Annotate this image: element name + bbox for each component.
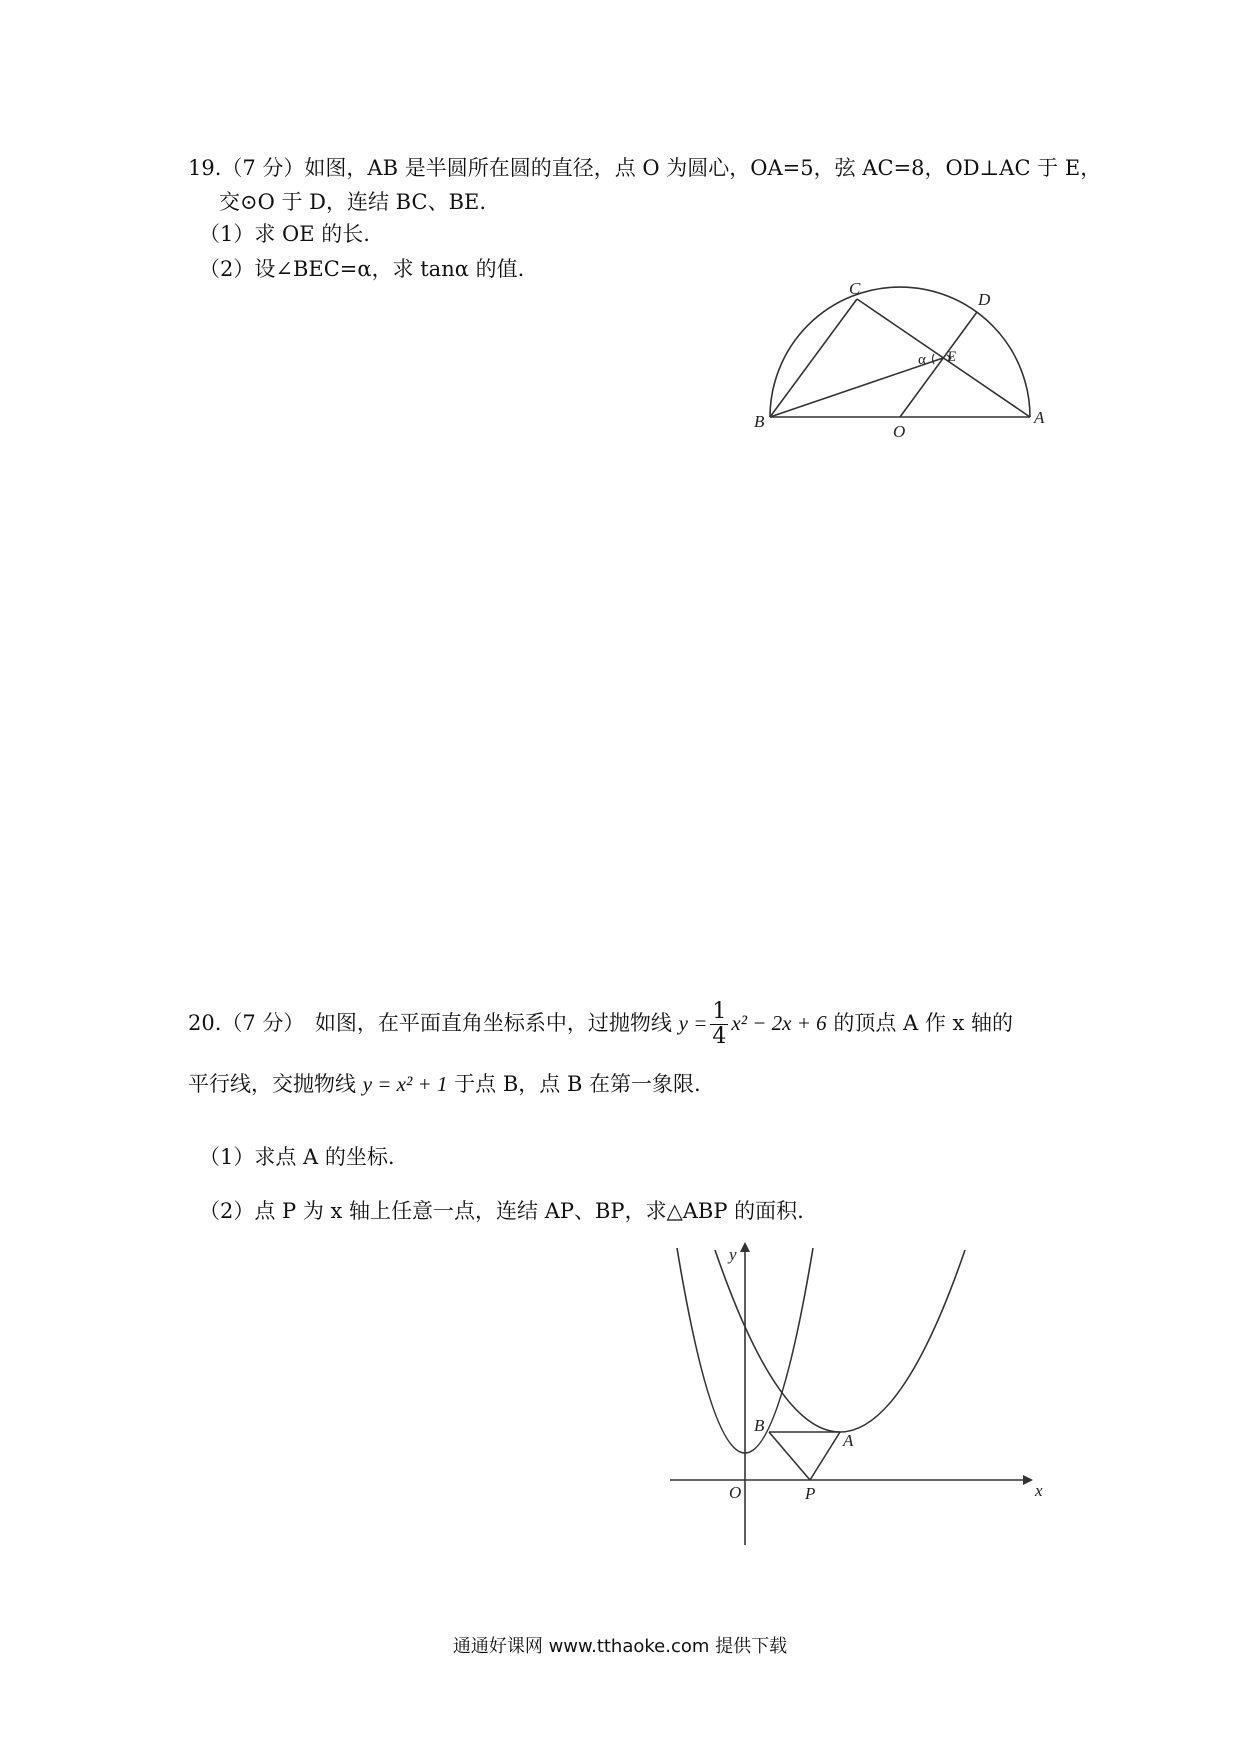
angle-alpha-arc — [932, 354, 934, 364]
eq1-fraction — [710, 1000, 728, 1049]
eq1-lhs: y = — [678, 1011, 708, 1035]
label-y: y — [729, 1245, 737, 1264]
eq1-rest: x² − 2x + 6 — [731, 1011, 827, 1035]
q20-heading-prefix: 20.（7 分） 如图，在平面直角坐标系中，过抛物线 — [188, 1011, 672, 1035]
label-p: P — [805, 1484, 816, 1503]
label-e: E — [947, 349, 957, 365]
q20-cont-prefix: 平行线，交抛物线 — [188, 1072, 356, 1096]
q19-heading: 19.（7 分）如图，AB 是半圆所在圆的直径，点 O 为圆心，OA=5，弦 AC=8，OD⊥AC 于 E， — [188, 156, 1102, 180]
q20-heading-continued — [188, 1070, 701, 1098]
eq2: y = x² + 1 — [362, 1072, 448, 1096]
q19-part-2: （2）设∠BEC=α，求 tanα 的值. — [199, 257, 525, 281]
x-axis-arrow — [1023, 1475, 1033, 1485]
eq1-denominator: 4 — [712, 1024, 727, 1049]
semicircle-arc — [770, 287, 1030, 417]
q20-heading — [188, 1000, 1013, 1049]
parabola-quarter — [715, 1250, 965, 1432]
q20-figure — [665, 1240, 1065, 1550]
label-b: B — [754, 412, 765, 431]
q19-heading-continued: 交⊙O 于 D，连结 BC、BE. — [219, 190, 487, 214]
segment-bp — [769, 1432, 810, 1480]
label-a: A — [1034, 408, 1045, 427]
label-b: B — [754, 1416, 765, 1435]
label-origin: O — [729, 1483, 742, 1502]
label-alpha: α — [918, 352, 926, 368]
footer-source: 通通好课网 www.tthaoke.com 提供下载 — [452, 1636, 788, 1657]
q20-heading-suffix: 的顶点 A 作 x 轴的 — [833, 1011, 1014, 1035]
label-x: x — [1035, 1481, 1043, 1500]
q20-cont-suffix: 于点 B，点 B 在第一象限. — [454, 1072, 701, 1096]
q20-part-1: （1）求点 A 的坐标. — [199, 1145, 395, 1169]
q19-part-1: （1）求 OE 的长. — [199, 222, 370, 246]
segment-od — [900, 312, 977, 417]
segment-ap — [810, 1432, 840, 1480]
q20-part-2: （2）点 P 为 x 轴上任意一点，连结 AP、BP，求△ABP 的面积. — [199, 1199, 804, 1223]
segment-bc — [770, 299, 857, 417]
label-c: C — [849, 279, 861, 298]
q19-figure — [740, 280, 1060, 450]
label-d: D — [978, 290, 991, 309]
y-axis-arrow — [740, 1242, 750, 1252]
eq1-numerator: 1 — [712, 999, 727, 1024]
label-a: A — [843, 1431, 854, 1450]
label-o: O — [893, 422, 906, 441]
